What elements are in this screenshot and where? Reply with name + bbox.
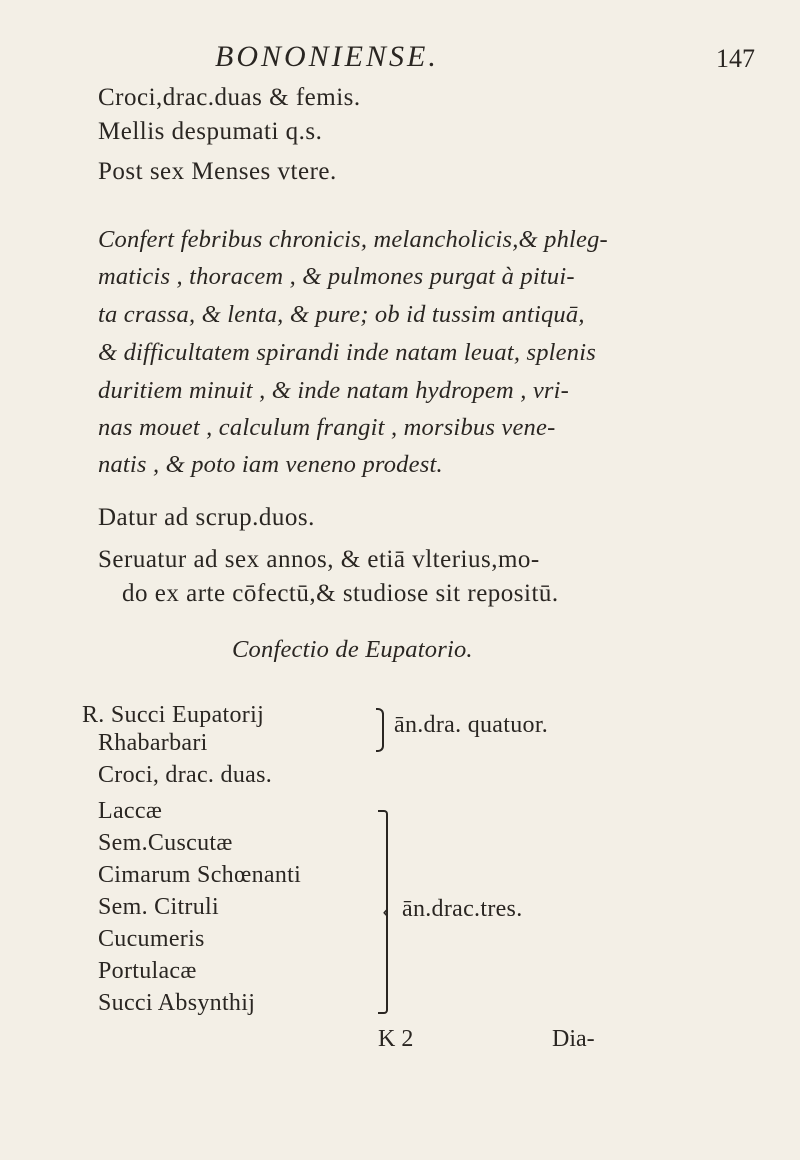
italic-paragraph-line: maticis , thoracem , & pulmones purgat à pitui-	[98, 263, 575, 290]
recipe-item: Laccæ	[98, 798, 163, 824]
italic-paragraph-line: nas mouet , calculum frangit , morsibus vene-	[98, 414, 556, 441]
recipe-item: Portulacæ	[98, 958, 197, 984]
catchword: Dia-	[552, 1026, 595, 1052]
running-header: BONONIENSE.	[215, 40, 439, 73]
recipe-item: Sem.Cuscutæ	[98, 830, 233, 856]
italic-paragraph-line: ta crassa, & lenta, & pure; ob id tussim antiquā,	[98, 301, 585, 328]
brace-point: ‹	[382, 898, 390, 923]
recipe-item: R. Succi Eupatorij	[82, 702, 265, 728]
recipe-item: Croci, drac. duas.	[98, 762, 273, 788]
conservation-line: do ex arte cōfectū,& studiose sit repositū.	[122, 580, 559, 607]
brace-group1	[376, 708, 384, 752]
section-title: Confectio de Eupatorio.	[232, 636, 473, 663]
italic-paragraph-line: natis , & poto iam veneno prodest.	[98, 451, 443, 478]
recipe-amount: ān.drac.tres.	[402, 896, 523, 922]
recipe-item: Succi Absynthij	[98, 990, 256, 1016]
conservation-line: Seruatur ad sex annos, & etiā vlterius,mo-	[98, 546, 540, 573]
page-number: 147	[716, 44, 755, 73]
italic-paragraph-line: duritiem minuit , & inde natam hydropem , vri-	[98, 377, 570, 404]
recipe-item: Cucumeris	[98, 926, 205, 952]
italic-paragraph-line: & difficultatem spirandi inde natam leuat, splenis	[98, 339, 596, 366]
signature-mark: K 2	[378, 1026, 414, 1052]
intro-line: Croci,drac.duas & femis.	[98, 84, 361, 111]
intro-line: Mellis despumati q.s.	[98, 118, 323, 145]
recipe-amount: ān.dra. quatuor.	[394, 712, 549, 738]
recipe-item: Sem. Citruli	[98, 894, 219, 920]
recipe-item: Rhabarbari	[98, 730, 208, 756]
recipe-item: Cimarum Schœnanti	[98, 862, 302, 888]
dose-line: Datur ad scrup.duos.	[98, 504, 315, 531]
italic-paragraph-line: Confert febribus chronicis, melancholicis,& phleg-	[98, 226, 608, 253]
intro-line: Post sex Menses vtere.	[98, 158, 337, 185]
